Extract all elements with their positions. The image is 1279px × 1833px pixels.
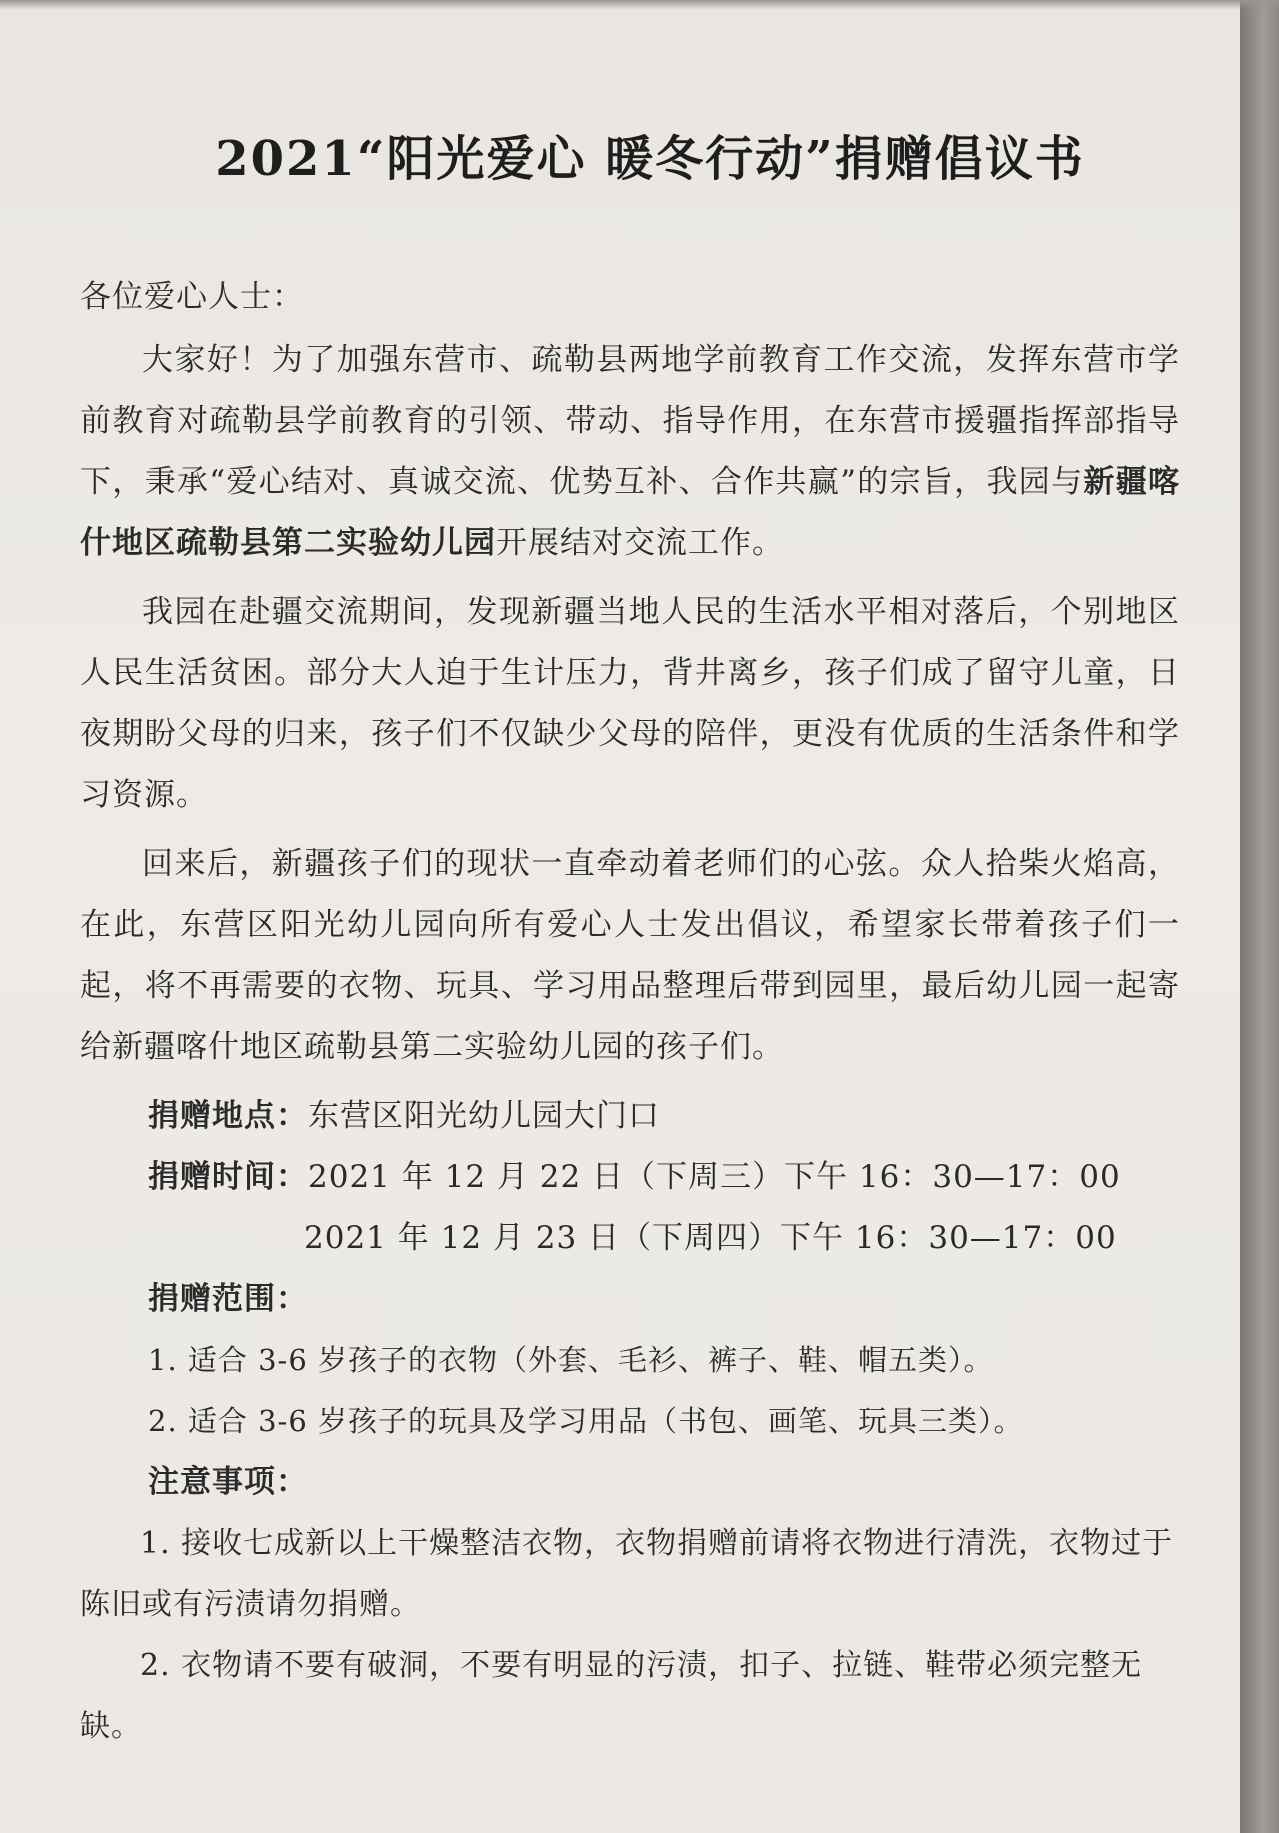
donation-location bbox=[80, 1086, 1180, 1147]
donation-time-second: 2021 年 12 月 23 日（下周四）下午 16：30—17：00 bbox=[304, 1220, 1117, 1256]
document-body bbox=[80, 120, 1180, 1757]
note-item-2: 2. 衣物请不要有破洞，不要有明显的污渍，扣子、拉链、鞋带必须完整无缺。 bbox=[80, 1648, 1143, 1744]
page-edge-shadow bbox=[1240, 0, 1279, 1833]
paragraph-appeal: 回来后，新疆孩子们的现状一直牵动着老师们的心弦。众人拾柴火焰高，在此，东营区阳光幼儿园向所有爱心人士发出倡议，希望家长带着孩子们一起，将不再需要的衣物、玩具、学习用品整理后带到园里，最后幼儿园一起寄给新疆喀什地区疏勒县第二实验幼儿园的孩子们。 bbox=[80, 846, 1180, 1065]
donation-scope-label: 捐赠范围： bbox=[148, 1281, 308, 1317]
top-edge-shadow bbox=[0, 0, 1279, 10]
donation-location-value: 东营区阳光幼儿园大门口 bbox=[308, 1098, 660, 1134]
greeting: 各位爱心人士： bbox=[80, 279, 304, 315]
donation-location-label: 捐赠地点： bbox=[148, 1098, 308, 1134]
paragraph-intro-text-b: 开展结对交流工作。 bbox=[496, 525, 784, 561]
donation-time-label: 捐赠时间： bbox=[148, 1159, 308, 1195]
document-title: 2021“阳光爱心 暖冬行动”捐赠倡议书 bbox=[215, 131, 1085, 187]
paragraph-situation: 我园在赴疆交流期间，发现新疆当地人民的生活水平相对落后，个别地区人民生活贫困。部分大人迫于生计压力，背井离乡，孩子们成了留守儿童，日夜期盼父母的归来，孩子们不仅缺少父母的陪伴，更没有优质的生活条件和学习资源。 bbox=[80, 594, 1180, 813]
scope-item-2: 2. 适合 3-6 岁孩子的玩具及学习用品（书包、画笔、玩具三类）。 bbox=[148, 1404, 1024, 1438]
donation-time-value-1: 2021 年 12 月 22 日（下周三）下午 16：30—17：00 bbox=[308, 1159, 1121, 1195]
donation-time bbox=[80, 1147, 1180, 1208]
scope-item-1: 1. 适合 3-6 岁孩子的衣物（外套、毛衫、裤子、鞋、帽五类）。 bbox=[148, 1343, 994, 1377]
note-item-1: 1. 接收七成新以上干燥整洁衣物，衣物捐赠前请将衣物进行清洗，衣物过于陈旧或有污渍请勿捐赠。 bbox=[80, 1526, 1174, 1622]
paragraph-intro-text-a: 大家好！为了加强东营市、疏勒县两地学前教育工作交流，发挥东营市学前教育对疏勒县学前教育的引领、带动、指导作用，在东营市援疆指挥部指导下，秉承“爱心结对、真诚交流、优势互补、合作共赢”的宗旨，我园与 bbox=[80, 342, 1180, 500]
paragraph-intro bbox=[80, 330, 1180, 574]
notes-label: 注意事项： bbox=[148, 1464, 308, 1500]
paragraph-intro-bold: 新疆喀什地区疏勒县第二实验幼儿园 bbox=[80, 464, 1180, 561]
